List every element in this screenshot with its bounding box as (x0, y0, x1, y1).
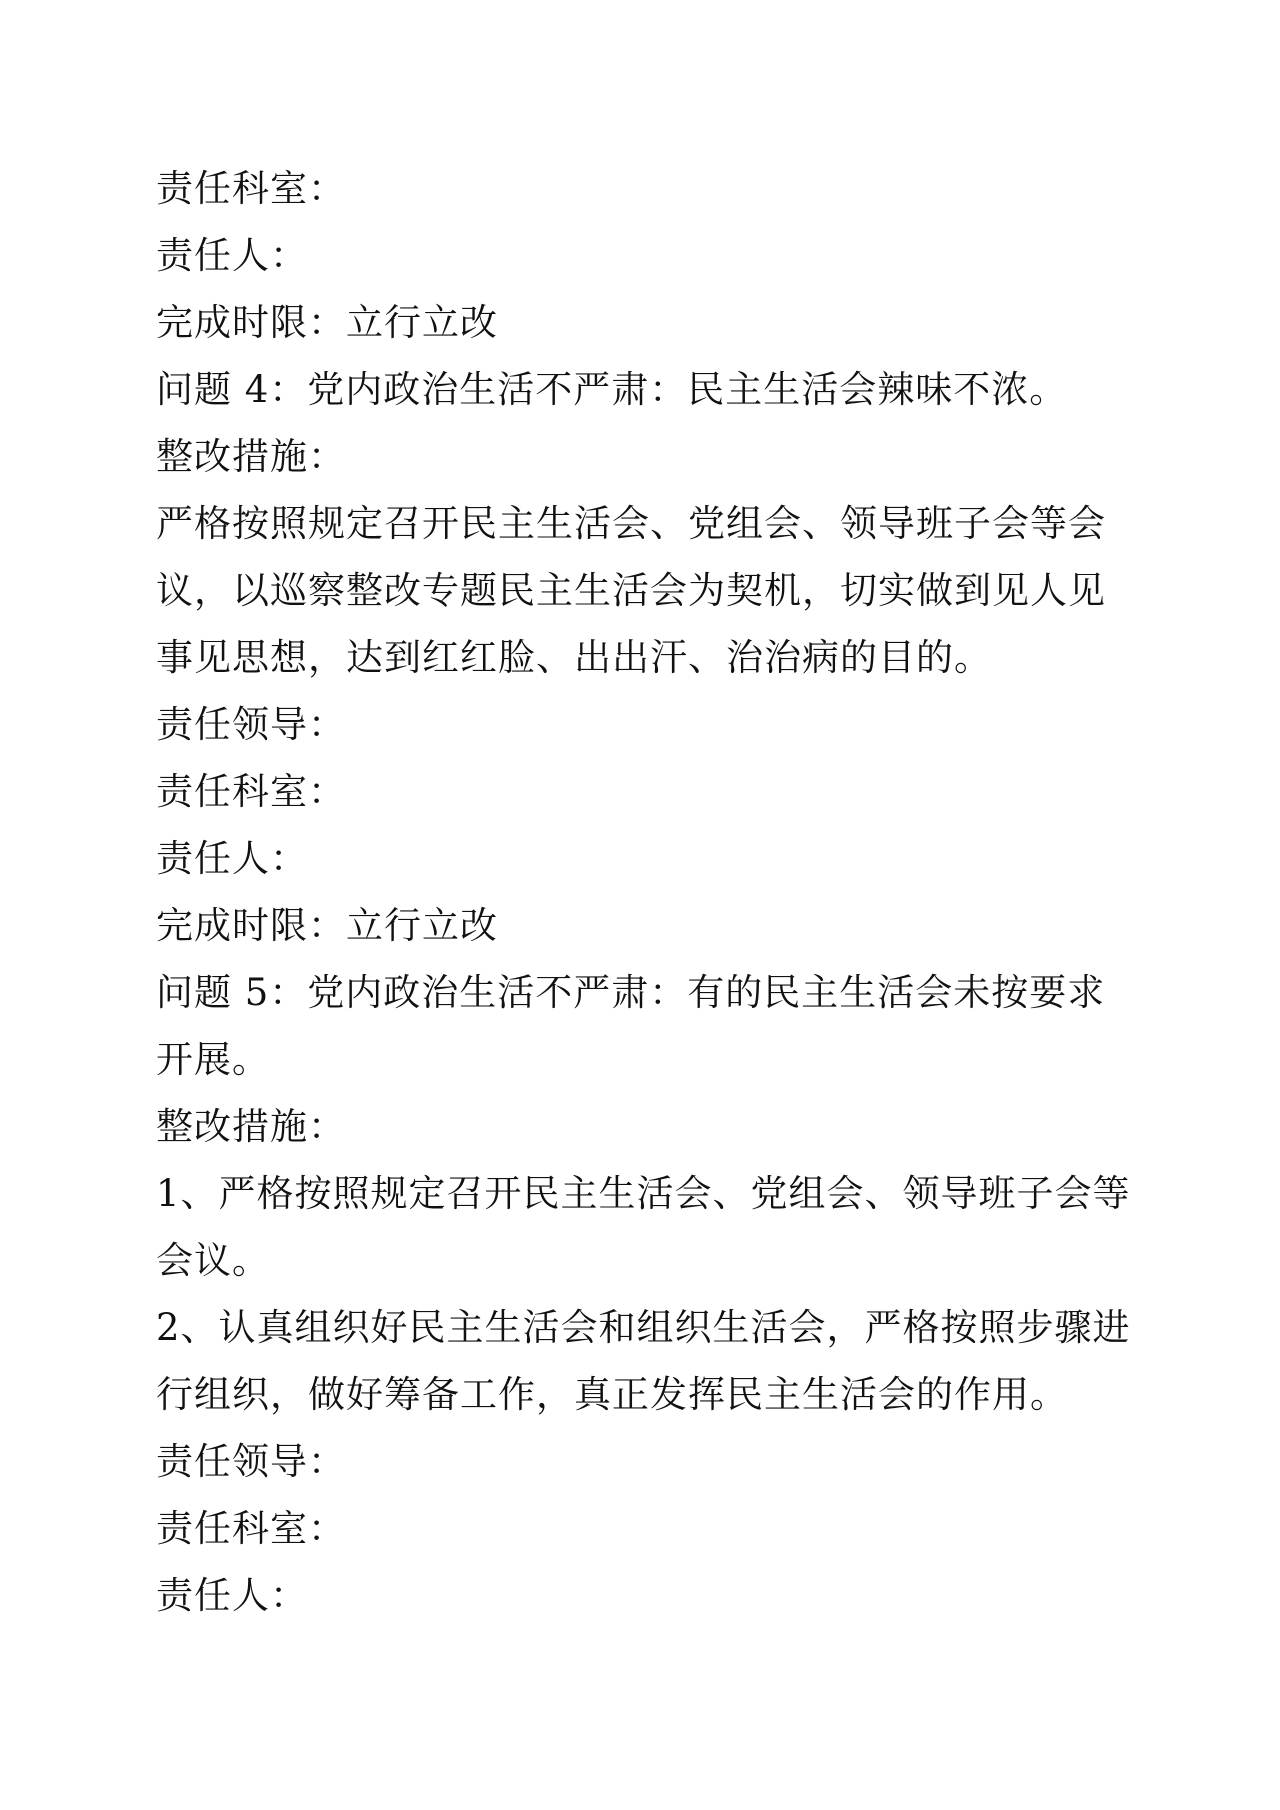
measures-label: 整改措施： (156, 435, 346, 478)
measure-item-1-continued: 会议。 (156, 1239, 270, 1282)
measure-item-1: 1、严格按照规定召开民主生活会、党组会、领导班子会等 (156, 1172, 1131, 1215)
measure-text-line: 议，以巡察整改专题民主生活会为契机，切实做到见人见 (156, 569, 1106, 612)
responsible-leader-label: 责任领导： (156, 703, 346, 746)
responsible-person-label: 责任人： (156, 1574, 308, 1617)
measure-item-2-continued: 行组织，做好筹备工作，真正发挥民主生活会的作用。 (156, 1373, 1068, 1416)
issue-5-heading: 问题 5：党内政治生活不严肃：有的民主生活会未按要求 (156, 971, 1106, 1014)
responsible-office-label: 责任科室： (156, 1507, 346, 1550)
document-body (156, 155, 1142, 1629)
responsible-leader-label: 责任领导： (156, 1440, 346, 1483)
measure-item-2: 2、认真组织好民主生活会和组织生活会，严格按照步骤进 (156, 1306, 1131, 1349)
measure-text-line: 严格按照规定召开民主生活会、党组会、领导班子会等会 (156, 502, 1106, 545)
responsible-office-label: 责任科室： (156, 167, 346, 210)
measures-label: 整改措施： (156, 1105, 346, 1148)
responsible-person-label: 责任人： (156, 837, 308, 880)
issue-4-heading: 问题 4：党内政治生活不严肃：民主生活会辣味不浓。 (156, 368, 1068, 411)
deadline-line: 完成时限：立行立改 (156, 904, 498, 947)
deadline-line: 完成时限：立行立改 (156, 301, 498, 344)
issue-5-heading-continued: 开展。 (156, 1038, 270, 1081)
responsible-office-label: 责任科室： (156, 770, 346, 813)
responsible-person-label: 责任人： (156, 234, 308, 277)
measure-text-line: 事见思想，达到红红脸、出出汗、治治病的目的。 (156, 636, 992, 679)
